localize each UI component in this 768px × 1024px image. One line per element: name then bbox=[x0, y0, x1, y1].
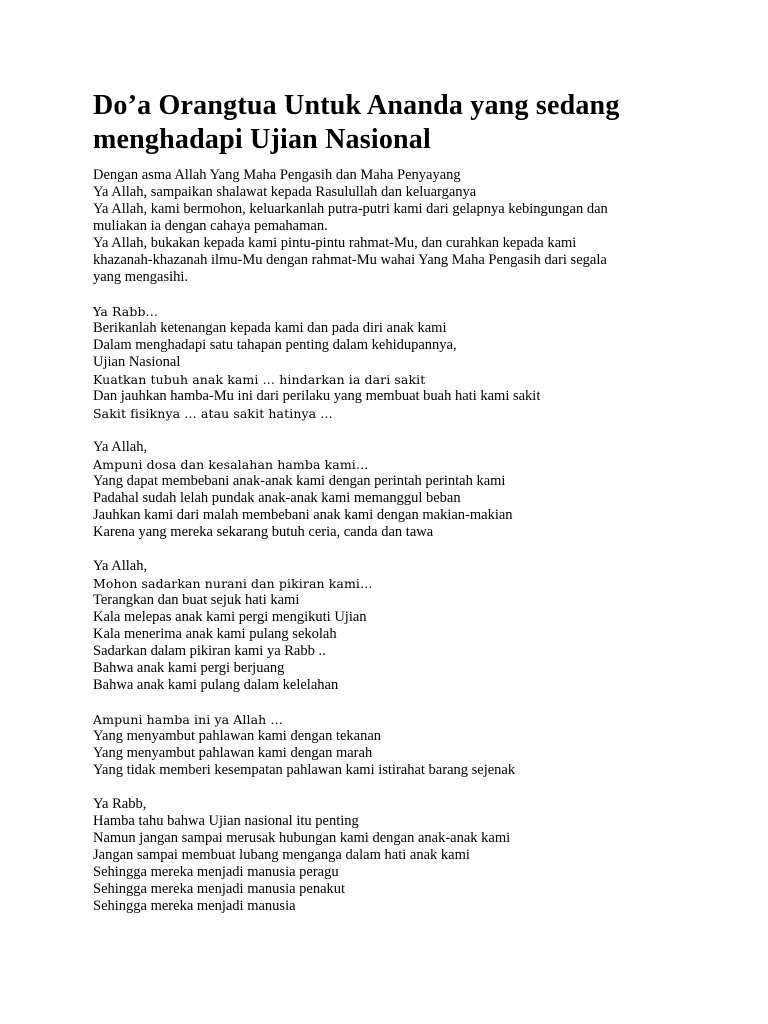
stanza bbox=[93, 558, 733, 694]
text-line: Kala melepas anak kami pergi mengikuti Ujian bbox=[93, 609, 367, 625]
text-line: Ujian Nasional bbox=[93, 354, 181, 370]
text-line: Kala menerima anak kami pulang sekolah bbox=[93, 626, 337, 642]
text-line: Bahwa anak kami pergi berjuang bbox=[93, 660, 285, 676]
text-line: Ampuni hamba ini ya Allah … bbox=[93, 712, 283, 727]
text-line: Ya Allah, bbox=[93, 439, 148, 455]
text-line: Karena yang mereka sekarang butuh ceria, canda dan tawa bbox=[93, 524, 434, 540]
text-line: Dan jauhkan hamba-Mu ini dari perilaku yang membuat buah hati kami sakit bbox=[93, 388, 541, 404]
text-line: Mohon sadarkan nurani dan pikiran kami… bbox=[93, 576, 373, 591]
stanza bbox=[93, 303, 733, 422]
text-line: Namun jangan sampai merusak hubungan kami dengan anak-anak kami bbox=[93, 830, 511, 846]
document-body bbox=[93, 167, 733, 932]
text-line: Sehingga mereka menjadi manusia peragu bbox=[93, 864, 339, 880]
text-line: muliakan ia dengan cahaya pemahaman. bbox=[93, 218, 328, 234]
text-line: Ya Allah, bbox=[93, 558, 148, 574]
stanza bbox=[93, 796, 733, 915]
text-line: Sehingga mereka menjadi manusia penakut bbox=[93, 881, 346, 897]
text-line: Berikanlah ketenangan kepada kami dan pada diri anak kami bbox=[93, 320, 447, 336]
text-line: Sehingga mereka menjadi manusia bbox=[93, 898, 296, 914]
text-line: Dalam menghadapi satu tahapan penting dalam kehidupannya, bbox=[93, 337, 457, 353]
text-line: Kuatkan tubuh anak kami … hindarkan ia dari sakit bbox=[93, 372, 426, 387]
text-line: Hamba tahu bahwa Ujian nasional itu penting bbox=[93, 813, 359, 829]
title-line: menghadapi Ujian Nasional bbox=[93, 124, 431, 155]
text-line: Bahwa anak kami pulang dalam kelelahan bbox=[93, 677, 339, 693]
text-line: Yang menyambut pahlawan kami dengan tekanan bbox=[93, 728, 382, 744]
text-line: Yang menyambut pahlawan kami dengan marah bbox=[93, 745, 373, 761]
stanza bbox=[93, 711, 733, 779]
text-line: Ya Allah, bukakan kepada kami pintu-pintu rahmat-Mu, dan curahkan kepada kami bbox=[93, 235, 577, 251]
document-title bbox=[93, 89, 753, 157]
text-line: Ampuni dosa dan kesalahan hamba kami… bbox=[93, 457, 369, 472]
text-line: Jangan sampai membuat lubang menganga dalam hati anak kami bbox=[93, 847, 470, 863]
text-line: Sadarkan dalam pikiran kami ya Rabb .. bbox=[93, 643, 326, 659]
text-line: Ya Rabb… bbox=[93, 304, 159, 319]
text-line: Ya Rabb, bbox=[93, 796, 147, 812]
text-line: Terangkan dan buat sejuk hati kami bbox=[93, 592, 300, 608]
title-line: Do’a Orangtua Untuk Ananda yang sedang bbox=[93, 90, 620, 121]
text-line: Yang dapat membebani anak-anak kami dengan perintah perintah kami bbox=[93, 473, 506, 489]
text-line: khazanah-khazanah ilmu-Mu dengan rahmat-Mu wahai Yang Maha Pengasih dari segala bbox=[93, 252, 607, 268]
text-line: Ya Allah, sampaikan shalawat kepada Rasulullah dan keluarganya bbox=[93, 184, 477, 200]
text-line: Dengan asma Allah Yang Maha Pengasih dan Maha Penyayang bbox=[93, 167, 461, 183]
stanza bbox=[93, 167, 733, 286]
text-line: Ya Allah, kami bermohon, keluarkanlah putra-putri kami dari gelapnya kebingungan dan bbox=[93, 201, 608, 217]
text-line: Jauhkan kami dari malah membebani anak kami dengan makian-makian bbox=[93, 507, 513, 523]
text-line: Yang tidak memberi kesempatan pahlawan kami istirahat barang sejenak bbox=[93, 762, 516, 778]
text-line: Sakit fisiknya … atau sakit hatinya … bbox=[93, 406, 333, 421]
text-line: Padahal sudah lelah pundak anak-anak kami memanggul beban bbox=[93, 490, 461, 506]
stanza bbox=[93, 439, 733, 541]
text-line: yang mengasihi. bbox=[93, 269, 189, 285]
